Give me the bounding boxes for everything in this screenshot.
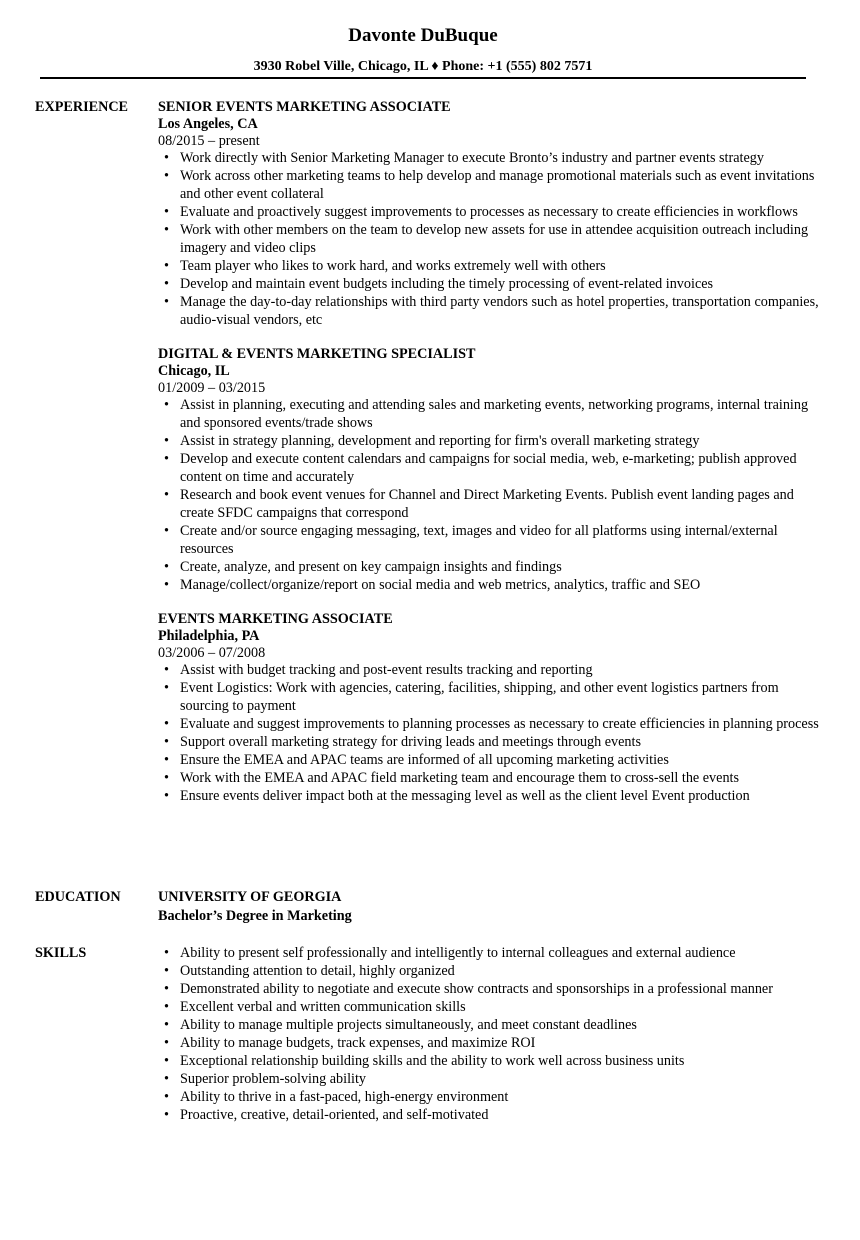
job-bullets [158, 149, 825, 329]
list-item [158, 522, 825, 558]
list-item [158, 769, 825, 787]
list-item [158, 962, 825, 980]
job-entry [158, 610, 825, 805]
list-item [158, 980, 825, 998]
bullet-icon: • [164, 716, 169, 732]
bullet-icon: • [164, 150, 169, 166]
list-item-text: Proactive, creative, detail-oriented, and self-motivated [180, 1107, 489, 1123]
bullet-icon: • [164, 577, 169, 593]
job-entry [158, 98, 825, 329]
section-label-skills: SKILLS [35, 945, 87, 961]
job-title: EVENTS MARKETING ASSOCIATE [158, 611, 393, 627]
list-item-text: Assist in strategy planning, development and reporting for firm's overall marketing strategy [180, 433, 700, 449]
job-location: Philadelphia, PA [158, 628, 260, 644]
list-item [158, 275, 825, 293]
section-label-experience: EXPERIENCE [35, 99, 129, 115]
skills-list [158, 944, 825, 1124]
bullet-icon: • [164, 1071, 169, 1087]
resume-header [40, 22, 806, 76]
education-body [158, 888, 825, 926]
list-item [158, 751, 825, 769]
list-item-text: Create, analyze, and present on key campaign insights and findings [180, 559, 562, 575]
skills-body [158, 944, 825, 1124]
bullet-icon: • [164, 222, 169, 238]
list-item-text: Evaluate and proactively suggest improvements to processes as necessary to create efficiencies in workflows [180, 204, 798, 220]
list-item-text: Work directly with Senior Marketing Manager to execute Bronto’s industry and partner events strategy [180, 150, 764, 166]
list-item-text: Evaluate and suggest improvements to planning processes as necessary to create efficiencies in planning process [180, 716, 819, 732]
list-item-text: Assist with budget tracking and post-event results tracking and reporting [180, 662, 593, 678]
bullet-icon: • [164, 258, 169, 274]
list-item [158, 558, 825, 576]
list-item-text: Work with the EMEA and APAC field marketing team and encourage them to cross-sell the events [180, 770, 740, 786]
list-item-text: Ability to manage budgets, track expenses, and maximize ROI [180, 1035, 536, 1051]
school-name: UNIVERSITY OF GEORGIA [158, 889, 342, 905]
list-item [158, 257, 825, 275]
list-item [158, 1034, 825, 1052]
list-item [158, 1106, 825, 1124]
list-item-text: Ensure the EMEA and APAC teams are informed of all upcoming marketing activities [180, 752, 669, 768]
bullet-icon: • [164, 770, 169, 786]
list-item-text: Assist in planning, executing and attending sales and marketing events, networking programs, internal training and sponsored events/trade shows [180, 397, 809, 431]
list-item-text: Support overall marketing strategy for driving leads and meetings through events [180, 734, 641, 750]
list-item [158, 733, 825, 751]
job-bullets [158, 661, 825, 805]
bullet-icon: • [164, 1035, 169, 1051]
list-item-text: Research and book event venues for Channel and Direct Marketing Events. Publish event landing pages and create SFDC campaigns that correspond [180, 487, 794, 521]
header-divider [40, 77, 806, 79]
list-item-text: Outstanding attention to detail, highly organized [180, 963, 455, 979]
bullet-icon: • [164, 1053, 169, 1069]
bullet-icon: • [164, 397, 169, 413]
list-item [158, 998, 825, 1016]
list-item [158, 1070, 825, 1088]
job-entry [158, 345, 825, 594]
job-bullets [158, 396, 825, 594]
list-item-text: Team player who likes to work hard, and works extremely well with others [180, 258, 606, 274]
list-item-text: Manage the day-to-day relationships with third party vendors such as hotel properties, transportation companies, audio-visual vendors, etc [180, 294, 819, 328]
bullet-icon: • [164, 523, 169, 539]
list-item-text: Excellent verbal and written communication skills [180, 999, 466, 1015]
bullet-icon: • [164, 680, 169, 696]
bullet-icon: • [164, 788, 169, 804]
bullet-icon: • [164, 168, 169, 184]
bullet-icon: • [164, 734, 169, 750]
job-location: Los Angeles, CA [158, 116, 258, 132]
list-item [158, 450, 825, 486]
list-item-text: Ability to manage multiple projects simultaneously, and meet constant deadlines [180, 1017, 637, 1033]
list-item-text: Superior problem-solving ability [180, 1071, 366, 1087]
bullet-icon: • [164, 999, 169, 1015]
bullet-icon: • [164, 204, 169, 220]
list-item [158, 396, 825, 432]
list-item [158, 221, 825, 257]
degree: Bachelor’s Degree in Marketing [158, 908, 352, 924]
list-item [158, 787, 825, 805]
experience-body [158, 98, 825, 805]
list-item [158, 486, 825, 522]
job-title: SENIOR EVENTS MARKETING ASSOCIATE [158, 99, 451, 115]
bullet-icon: • [164, 963, 169, 979]
candidate-name: Davonte DuBuque [348, 25, 498, 46]
bullet-icon: • [164, 1017, 169, 1033]
contact-line: 3930 Robel Ville, Chicago, IL ♦ Phone: +1 (555) 802 7571 [253, 59, 593, 74]
list-item-text: Demonstrated ability to negotiate and execute show contracts and sponsorships in a professional manner [180, 981, 773, 997]
list-item-text: Ability to present self professionally and intelligently to internal colleagues and external audience [180, 945, 736, 961]
list-item-text: Develop and execute content calendars and campaigns for social media, web, e-marketing; publish approved content on time and accurately [180, 451, 797, 485]
list-item [158, 661, 825, 679]
list-item [158, 293, 825, 329]
list-item [158, 715, 825, 733]
bullet-icon: • [164, 662, 169, 678]
list-item [158, 432, 825, 450]
section-label-education: EDUCATION [35, 889, 121, 905]
bullet-icon: • [164, 433, 169, 449]
list-item [158, 1088, 825, 1106]
list-item-text: Manage/collect/organize/report on social media and web metrics, analytics, traffic and SEO [180, 577, 701, 593]
bullet-icon: • [164, 945, 169, 961]
list-item-text: Exceptional relationship building skills and the ability to work well across business units [180, 1053, 685, 1069]
list-item [158, 679, 825, 715]
job-title: DIGITAL & EVENTS MARKETING SPECIALIST [158, 346, 476, 362]
list-item [158, 167, 825, 203]
education-section [35, 888, 825, 926]
bullet-icon: • [164, 1089, 169, 1105]
list-item-text: Event Logistics: Work with agencies, catering, facilities, shipping, and other event logistics partners from sourcing to payment [180, 680, 779, 714]
list-item-text: Work with other members on the team to develop new assets for use in attendee acquisition outreach including imagery and video clips [180, 222, 809, 256]
list-item [158, 149, 825, 167]
job-dates: 01/2009 – 03/2015 [158, 380, 266, 396]
bullet-icon: • [164, 559, 169, 575]
list-item [158, 576, 825, 594]
list-item [158, 203, 825, 221]
job-dates: 08/2015 – present [158, 133, 260, 149]
bullet-icon: • [164, 294, 169, 310]
list-item [158, 1016, 825, 1034]
bullet-icon: • [164, 752, 169, 768]
bullet-icon: • [164, 487, 169, 503]
job-dates: 03/2006 – 07/2008 [158, 645, 266, 661]
list-item [158, 944, 825, 962]
experience-section [35, 98, 825, 821]
list-item-text: Ability to thrive in a fast-paced, high-energy environment [180, 1089, 509, 1105]
list-item-text: Ensure events deliver impact both at the messaging level as well as the client level Event production [180, 788, 750, 804]
bullet-icon: • [164, 276, 169, 292]
job-location: Chicago, IL [158, 363, 230, 379]
skills-section [35, 944, 825, 1124]
bullet-icon: • [164, 1107, 169, 1123]
bullet-icon: • [164, 981, 169, 997]
list-item-text: Develop and maintain event budgets including the timely processing of event-related invoices [180, 276, 714, 292]
list-item-text: Work across other marketing teams to help develop and manage promotional materials such as event invitations and other event collateral [180, 168, 815, 202]
list-item [158, 1052, 825, 1070]
bullet-icon: • [164, 451, 169, 467]
list-item-text: Create and/or source engaging messaging, text, images and video for all platforms using internal/external resources [180, 523, 778, 557]
